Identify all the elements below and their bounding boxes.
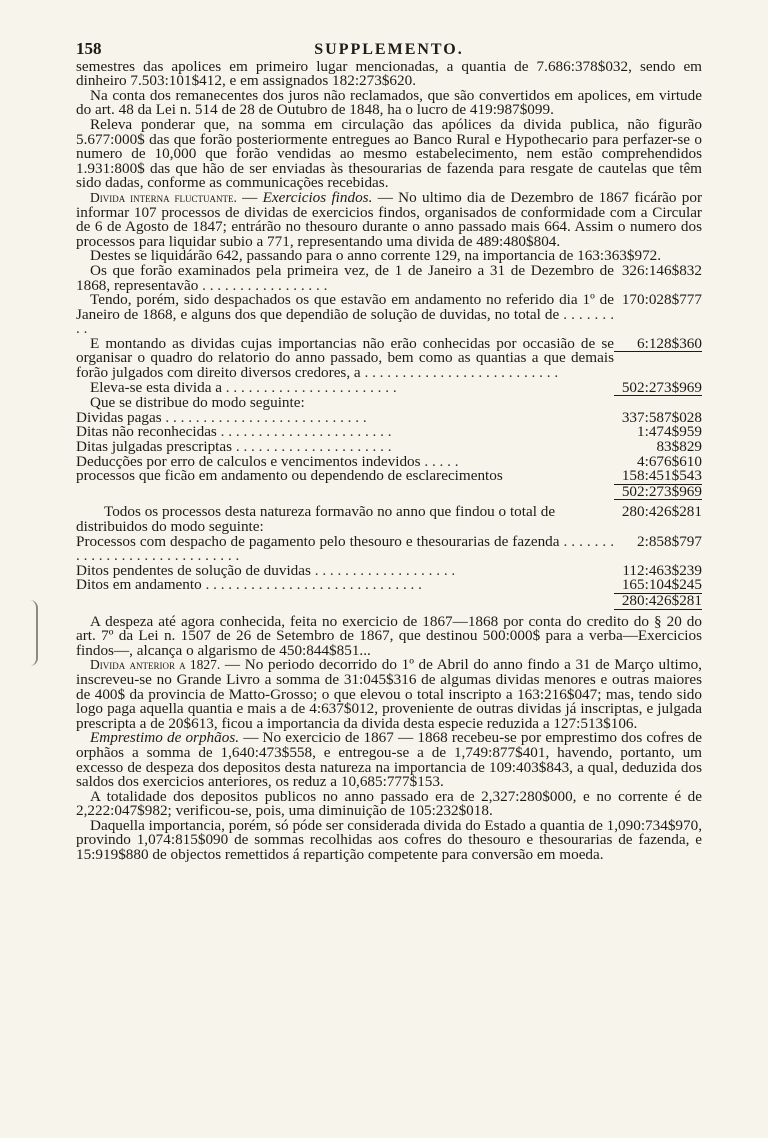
table-row: Processos com despacho de pagamento pelo thesouro e thesourarias de fazenda . . . . . . . . . . . . . . . . . . . . . . . . . . . . . 2:858$797 [76,532,702,564]
table-row: Ditas não reconhecidas . . . . . . . . . . . . . . . . . . . . . . . 1:474$959 [76,423,702,441]
table-row-total [76,482,702,501]
page-number: 158 [76,39,102,58]
running-title: SUPPLEMENTO. [314,41,464,58]
paragraph-divida-anterior: Divida anterior a 1827. — No periodo decorrido do 1º de Abril do anno findo a 31 de Março ultimo, inscreveu-se no Grande Livro a somma de 31:045$316 de algumas dividas menores e outras maiores de 400$ da provincia de Matto-Grosso; o que elevou o total inscripto a 163:216$047; mas, tendo sido logo paga aquella quantia e mais a de 4:637$012, proveniente de outras dividas já inscriptas, e julgada prescripta a de 20$613, ficou a importancia da divida desta especie reduzida a 127:513$106. [76,656,702,732]
section-heading-emprestimo-orphaos: Emprestimo de orphãos. [90,729,240,747]
amount: 170:028$777 [621,291,702,309]
section-heading-divida-interna: Divida interna fluctuante. [90,189,237,205]
paragraph-despeza-credito: A despeza até agora conhecida, feita no exercicio de 1867—1868 por conta do credito do § 20 do art. 7º da Lei n. 1507 de 26 de Setembro de 1867, que destinou 500:000$ para a verba—Exercicios findos—, alcança o algarismo de 450:844$851... [76,612,702,659]
amount: 4:676$610 [637,452,702,470]
distribution-intro-2: distribuidos do modo seguinte: [76,518,264,535]
paragraph-emprestimo-orphaos: Emprestimo de orphãos. — No exercicio de 1867 — 1868 recebeu-se por emprestimo dos cofres de orphãos a somma de 1,640:473$558, e entregou-se a de 1,749:877$401, havendo, portanto, um excesso de despeza dos depositos desta natureza na importancia de 109:403$843, a qual, deduzida dos saldos dos exercicios anteriores, os reduz a 10,685:777$153. [76,729,702,791]
table-row: E montando as dividas cujas importancias não erão conhecidas por occasião de se organisar o quadro do relatorio do anno passado, bem como as quantias a que demais forão julgados com direito diversos credores, a . . . . . . . . . . . . . . . . . . . . . . . . . . 6:128$360 [76,334,702,381]
paragraph-divida-fluctuante: Divida interna fluctuante. — Exercicios findos. — No ultimo dia de Dezembro de 1867 ficárão por informar 107 processos de dividas de exercicios findos, organisados de conformidade com a Circular de 6 de Agosto de 1847; entrárão no thesouro durante o anno passado mais 664. Assim o numero dos processos para liquidar subio a 771, representando uma divida de 489:480$804. [76,188,703,250]
total-amount: 502:273$969 [614,381,702,397]
amount: 112:463$239 [622,561,702,579]
paragraph-divida-estado: Daquella importancia, porém, só póde ser considerada divida do Estado a quantia de 1,090:734$970, provindo 1,074:815$090 de sommas recolhidas aos cofres do thesouro e thesourarias de fazenda, e 15:919$880 de objectos remettidos á repartição competente para conversão em moeda. [76,816,702,864]
amount: 165:104$245 [614,578,702,594]
amount: 326:146$832 [621,261,702,279]
table-distribuicao [76,408,702,501]
total-amount: 280:426$281 [614,594,702,610]
table-row-processos-total: Todos os processos desta natureza formavão no anno que findou o total de 280:426$281 [104,503,702,521]
table-row: Ditos pendentes de solução de duvidas . . . . . . . . . . . . . . . . . . . 112:463$239 [76,561,702,579]
amount: 6:128$360 [614,337,702,353]
paragraph-depositos: A totalidade dos depositos publicos no anno passado era de 2,327:280$000, e no corrente é de 2,222:047$982; verificou-se, pois, uma diminuição de 105:232$018. [76,787,702,820]
section-heading-divida-anterior: Divida anterior a 1827. [90,657,221,673]
paragraph-liquidados: Destes se liquidárão 642, passando para o anno corrente 129, na importancia de 163:363$972. [90,247,662,265]
distribution-intro: Que se distribue do modo seguinte: [90,394,305,412]
total-amount: 280:426$281 [621,503,702,521]
total-amount: 502:273$969 [614,485,702,501]
amount: 1:474$959 [637,423,702,441]
section-subheading-exercicios-findos: Exercicios findos. [262,188,373,206]
table-row: Ditos em andamento . . . . . . . . . . . . . . . . . . . . . . . . . . . . . 165:104$245 [76,576,702,594]
amount: 83$829 [656,438,702,456]
table-row: processos que ficão em andamento ou dependendo de esclarecimentos 158:451$543 [76,467,702,485]
table-row: Tendo, porém, sido despachados os que estavão em andamento no referido dia 1º de Janeiro de 1868, e alguns dos que dependião de solução de duvidas, no total de . . . . . . . . . 170:028$777 [76,291,702,337]
table-row: Dividas pagas . . . . . . . . . . . . . . . . . . . . . . . . . . . 337:587$028 [76,408,702,426]
table-processos [76,532,702,610]
amount: 337:587$028 [621,408,702,426]
page-header [76,39,702,58]
amount: 2:858$797 [637,532,702,550]
table-row-total [76,591,702,610]
table-exercicios-findos [76,261,702,396]
paragraph-apolices-total: semestres das apolices em primeiro lugar mencionadas, a quantia de 7.686:378$032, sendo em dinheiro 7.503:101$412, e em assignados 182:273$620. [76,57,702,90]
margin-bracket-mark [10,600,38,666]
amount: 158:451$543 [614,469,702,485]
paragraph-apolices-circulacao: Releva ponderar que, na somma em circulação das apólices da divida publica, não figurão 5.677:000$ das que forão posteriormente entregues ao Banco Rural e Hypothecario para perfazer-se o numero de 10,000 que forão vendidas ao mesmo estabelecimento, nem estão comprehendidos 1.931:800$ das que hão de ser enviadas às thesourarias de fazenda para resgate de cautelas que têm sido dadas, conforme as communicações recebidas. [76,115,702,192]
table-row: Ditas julgadas prescriptas . . . . . . . . . . . . . . . . . . . . . 83$829 [76,438,702,456]
table-row: Os que forão examinados pela primeira vez, de 1 de Janeiro a 31 de Dezembro de 1868, representavão . . . . . . . . . . . . . . . . . 326:146$832 [76,261,702,294]
table-row-total: Eleva-se esta divida a . . . . . . . . . . . . . . . . . . . . . . . 502:273$969 [90,378,702,396]
table-row: Deducções por erro de calculos e vencimentos indevidos . . . . . 4:676$610 [76,452,702,470]
paragraph-juros: Na conta dos remanecentes dos juros não reclamados, que são convertidos em apolices, em virtude do art. 48 da Lei n. 514 de 28 de Outubro de 1848, ha o lucro de 419:987$099. [76,86,702,119]
